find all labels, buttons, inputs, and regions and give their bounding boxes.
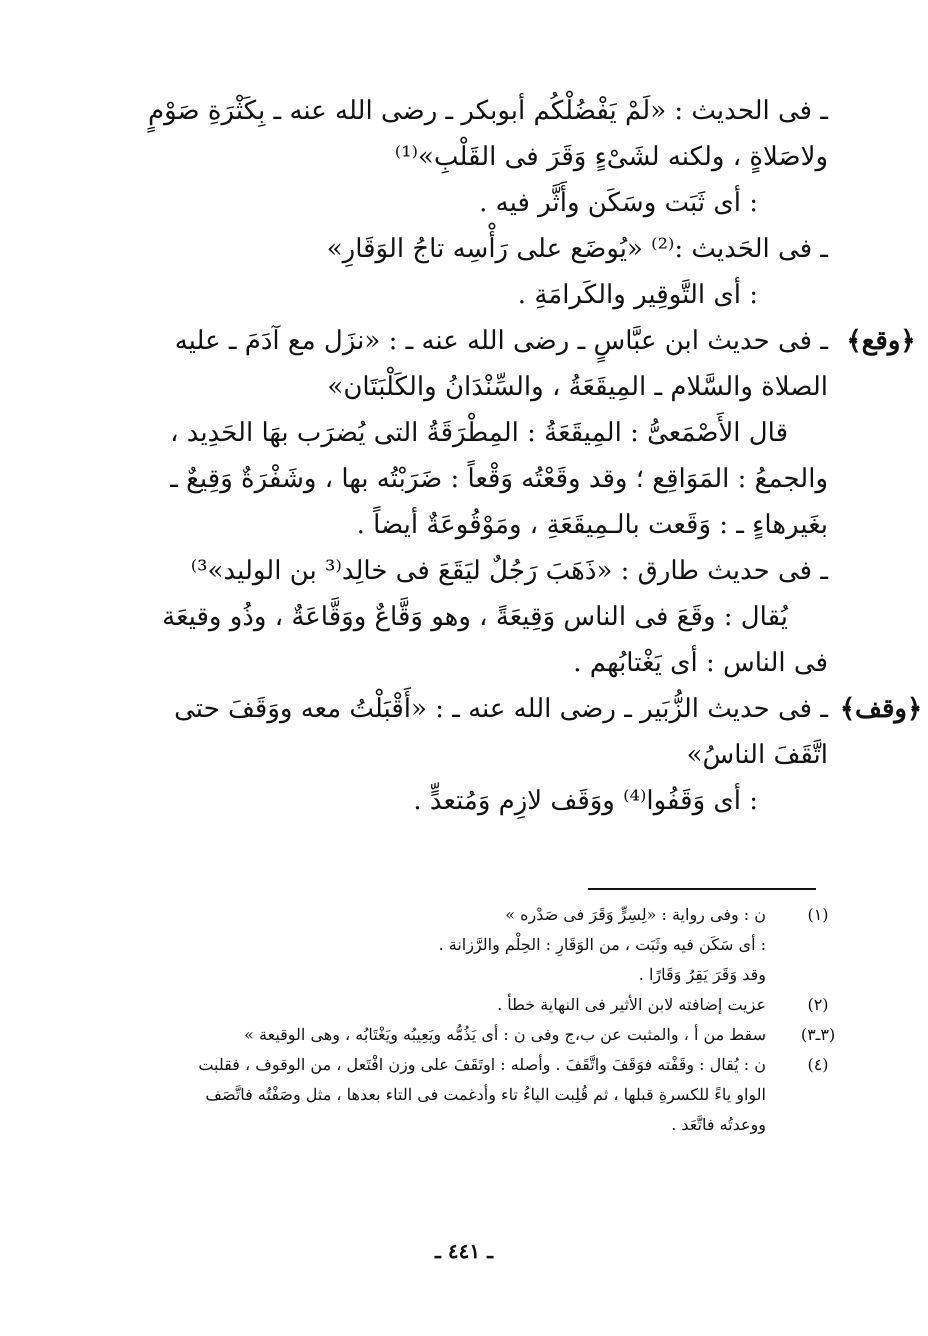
footnote-text: ووعدتُه فاتَّعَد . — [671, 1115, 766, 1134]
footnote — [70, 1050, 828, 1080]
text-line: ـ فى الحديث : «لَمْ يَفْضُلْكُم أبوبكر ـ رضى الله عنه ـ بِكَثْرَةِ صَوْمٍ — [148, 96, 828, 126]
text-line: الصلاة والسَّلام ـ المِيقَعَةُ ، والسِّنْدَانُ والكَلْبَتَان» — [327, 372, 828, 402]
text-line: : أى التَّوقِير والكَرامَةِ . — [517, 280, 758, 310]
footnote-text: ن : يُقال : وقَفْته فوَقَفَ واتَّقَفَ . وأصله : اوتَقَفَ على وزن افْتَعل ، من الوقوف ، فقلبت — [198, 1055, 766, 1074]
footnote — [70, 990, 828, 1020]
text-line: فى الناس : أى يَغْتابُهم . — [573, 648, 828, 678]
page-number: ـ ٤٤١ ـ — [435, 1239, 493, 1263]
text-line: قال الأَصْمَعىُّ : المِيقَعَةُ : المِطْرَقَةُ التى يُضرَب بهَا الحَدِيد ، — [170, 418, 788, 448]
footnote — [70, 900, 828, 930]
text-line: ولاصَلاةٍ ، ولكنه لشَىْءٍ وَقَرَ فى القَلْبِ»⁽¹⁾ — [394, 142, 828, 172]
footnote — [70, 1110, 828, 1140]
text-line: : أى ثَبَت وسَكَن وأَثَّر فيه . — [479, 188, 758, 218]
footnotes — [70, 900, 836, 1140]
text-line: : أى وَقَفُوا⁽⁴⁾ ووَقَف لازِم وَمُتعدٍّ . — [413, 786, 758, 816]
footnote-number: (٣ـ٣) — [800, 1025, 836, 1044]
main-text — [92, 88, 923, 824]
text-line: اتَّقَفَ الناسُ» — [686, 740, 828, 770]
text-line: ـ فى حديث طارق : «ذَهَبَ رَجُلٌ ليَقَعَ فى خالِد⁽³ بن الوليد»³⁾ — [190, 556, 828, 586]
footnote — [70, 1080, 828, 1110]
footnote-text: عزيت إضافته لابن الأثير فى النهاية خطأ . — [497, 995, 766, 1014]
entry-marker-waqaf: ﴿وقف﴾ — [839, 694, 923, 724]
text-line: ـ فى الحَديث :⁽²⁾ «يُوضَع على رَأْسِه تاجُ الوَقَارِ» — [326, 234, 828, 264]
footnote-number: (٤) — [807, 1055, 829, 1074]
entry-marker-waqa: ﴿وقع﴾ — [846, 326, 916, 356]
footnote — [70, 930, 828, 960]
footnote-text: الواو ياءً للكسرةِ قبلها ، ثم قُلِبت الياءُ تاء وأدغمت فى التاء بعدها ، مثل وصَفْتُه فاتَّصَف — [205, 1085, 766, 1104]
text-line: يُقال : وقَعَ فى الناس وَقِيعَةً ، وهو وَقَّاعٌ ووَقَّاعَةٌ ، وذُو وقيعَة — [162, 602, 788, 632]
footnote-number: (١) — [807, 905, 829, 924]
text-line: والجمعُ : المَوَاقِع ؛ وقد وقَعْتُه وَقْعاً : ضَرَبْتُه بها ، وشَفْرَةٌ وَقِيعٌ ـ — [170, 464, 828, 494]
footnote-number: (٢) — [807, 995, 829, 1014]
footnote — [70, 1020, 836, 1050]
footnote-separator — [588, 888, 816, 890]
text-line — [92, 318, 916, 364]
footnote-text: وقد وَقَرَ يَقِرُ وَقَارًا . — [638, 965, 766, 984]
footnote-text: سقط من أ ، والمثبت عن ب،ج وفى ن : أى يَذُمُّه ويَعِيبُه ويَغْتَابُه ، وهى الوقيعة » — [244, 1025, 766, 1044]
text-line — [92, 686, 923, 732]
text-line-content: ـ فى حديث ابن عبَّاسٍ ـ رضى الله عنه ـ : «نزَل مع آدَمَ ـ عليه — [174, 326, 828, 356]
text-line-content: ـ فى حديث الزُّبَير ـ رضى الله عنه ـ : «أَقْبَلْتُ معه ووَقَفَ حتى — [174, 694, 828, 724]
footnote — [70, 960, 828, 990]
footnote-text: : أى سَكَن فيه وثَبَت ، من الوَقَارِ : الحِلْم والرَّزانة . — [438, 935, 766, 954]
text-line: بغَيرهاءٍ ـ : وَقَعت بالـمِيقَعَةِ ، ومَوْقُوعَةٌ أيضاً . — [356, 510, 828, 540]
footnote-text: ن : وفى رواية : «لِسِرٍّ وَقَرَ فى صَدْره » — [505, 905, 766, 924]
